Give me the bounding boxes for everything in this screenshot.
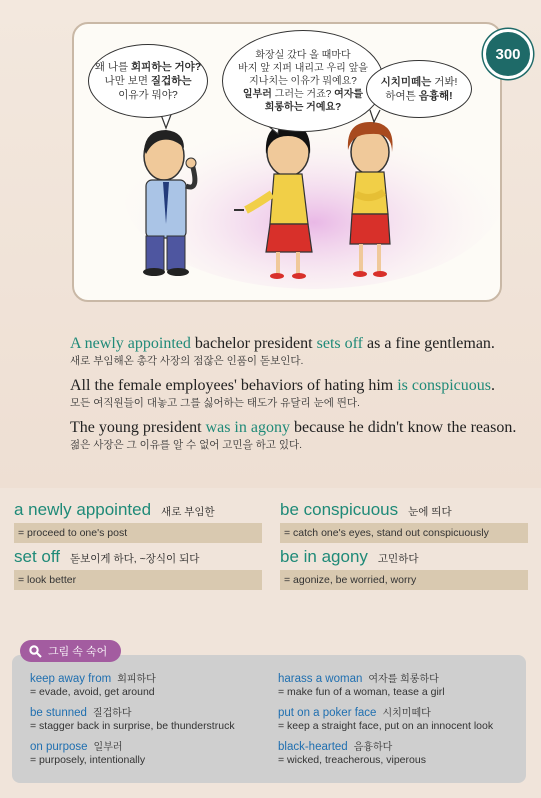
idiom-definition: = make fun of a woman, tease a girl: [278, 686, 445, 698]
vocab-synonyms: = proceed to one's post: [14, 523, 262, 543]
vocab-term-line: [14, 547, 262, 567]
idiom-term-line: [30, 738, 270, 753]
speech-bubble-man: 왜 나를 회피하는 거야? 나만 보면 질겁하는 이유가 뭐야?: [88, 44, 208, 118]
idiom-meaning: 음흉하다: [353, 742, 393, 753]
idiom-term: keep away from: [30, 673, 112, 685]
idiom-term: put on a poker face: [278, 707, 377, 719]
idiom-definition: = wicked, treacherous, viperous: [278, 754, 426, 766]
idiom-definition: = purposely, intentionally: [30, 754, 146, 766]
idiom-meaning: 일부러: [93, 742, 123, 753]
sentence-translation: 모든 여직원들이 대놓고 그를 싫어하는 태도가 유달리 눈에 띈다.: [70, 397, 360, 409]
vocab-synonyms: = catch one's eyes, stand out conspicuously: [280, 523, 528, 543]
sentence-translation: 새로 부임해온 총각 사장의 점잖은 인품이 돋보인다.: [70, 355, 304, 367]
vocab-term-line: [280, 547, 528, 567]
sentence-text: as a fine gentleman.: [362, 335, 495, 352]
idiom-meaning: 질겁하다: [92, 708, 132, 719]
idiom-item: [278, 704, 518, 732]
idiom-term: on purpose: [30, 741, 88, 753]
highlighted-phrase: was in agony: [205, 419, 290, 436]
idiom-list-right: [278, 670, 518, 772]
idiom-term-line: [278, 738, 518, 753]
idiom-meaning: 여자를 희롱하다: [368, 674, 439, 685]
sentence-text: because he didn't know the reason.: [289, 419, 517, 436]
sentence-en: [70, 376, 530, 395]
vocab-meaning: 새로 부임한: [161, 506, 215, 518]
highlighted-phrase: sets off: [316, 335, 363, 352]
magnifier-icon: [28, 644, 42, 658]
vocab-term: set off: [14, 547, 60, 566]
idiom-item: [278, 670, 518, 698]
idiom-item: [30, 704, 270, 732]
vocab-meaning: 눈에 띄다: [408, 506, 452, 518]
sentence-text: All the female employees' behaviors of hating him: [70, 377, 398, 394]
vocab-term: be conspicuous: [280, 500, 399, 519]
vocab-item: [14, 500, 262, 543]
vocab-list-right: [280, 500, 528, 594]
vocab-term-line: [280, 500, 528, 520]
sentence-text: bachelor president: [190, 335, 317, 352]
example-sentences: [70, 334, 530, 460]
idiom-term: be stunned: [30, 707, 87, 719]
vocab-item: [280, 500, 528, 543]
idiom-term-line: [30, 670, 270, 685]
vocab-term: a newly appointed: [14, 500, 152, 519]
vocab-term: be in agony: [280, 547, 368, 566]
idiom-definition: = keep a straight face, put on an innocent look: [278, 720, 494, 732]
cartoon-illustration: [72, 22, 502, 302]
sentence-translation: 젊은 사장은 그 이유를 알 수 없어 고민을 하고 있다.: [70, 439, 303, 451]
idiom-term-line: [278, 670, 518, 685]
idiom-section-tab: [20, 640, 121, 662]
page-number-badge: 300: [483, 29, 533, 79]
sentence-text: The young president: [70, 419, 206, 436]
idiom-meaning: 회피하다: [117, 674, 156, 685]
vocab-synonyms: = agonize, be worried, worry: [280, 570, 528, 590]
sentence-en: [70, 418, 530, 437]
sentence-en: [70, 334, 530, 353]
vocab-item: [14, 547, 262, 590]
idiom-item: [278, 738, 518, 766]
vocab-term-line: [14, 500, 262, 520]
idiom-term-line: [30, 704, 270, 719]
idiom-item: [30, 670, 270, 698]
idiom-term-line: [278, 704, 518, 719]
idiom-definition: = evade, avoid, get around: [30, 686, 155, 698]
idiom-list-left: [30, 670, 270, 772]
idiom-section-title: 그림 속 숙어: [48, 646, 108, 658]
speech-bubble-woman-right: 시치미떼는 거봐! 하여튼 음흉해!: [366, 60, 472, 118]
highlighted-phrase: A newly appointed: [70, 335, 191, 352]
vocab-meaning: 고민하다: [377, 553, 419, 565]
idiom-meaning: 시치미떼다: [382, 708, 431, 719]
idiom-term: black-hearted: [278, 741, 348, 753]
vocab-item: [280, 547, 528, 590]
idiom-item: [30, 738, 270, 766]
highlighted-phrase: is conspicuous: [397, 377, 492, 394]
vocab-synonyms: = look better: [14, 570, 262, 590]
sentence-text: .: [491, 377, 496, 394]
speech-bubble-woman-left: 화장실 갔다 올 때마다 바지 앞 지퍼 내리고 우리 앞을 지나치는 이유가 뭐예요? 일부러 그러는 거죠? 여자를 희롱하는 거예요?: [222, 30, 384, 132]
vocab-list-left: [14, 500, 262, 594]
idiom-term: harass a woman: [278, 673, 363, 685]
idiom-definition: = stagger back in surprise, be thunderstruck: [30, 720, 235, 732]
vocab-meaning: 돋보이게 하다, ~장식이 되다: [70, 553, 200, 565]
